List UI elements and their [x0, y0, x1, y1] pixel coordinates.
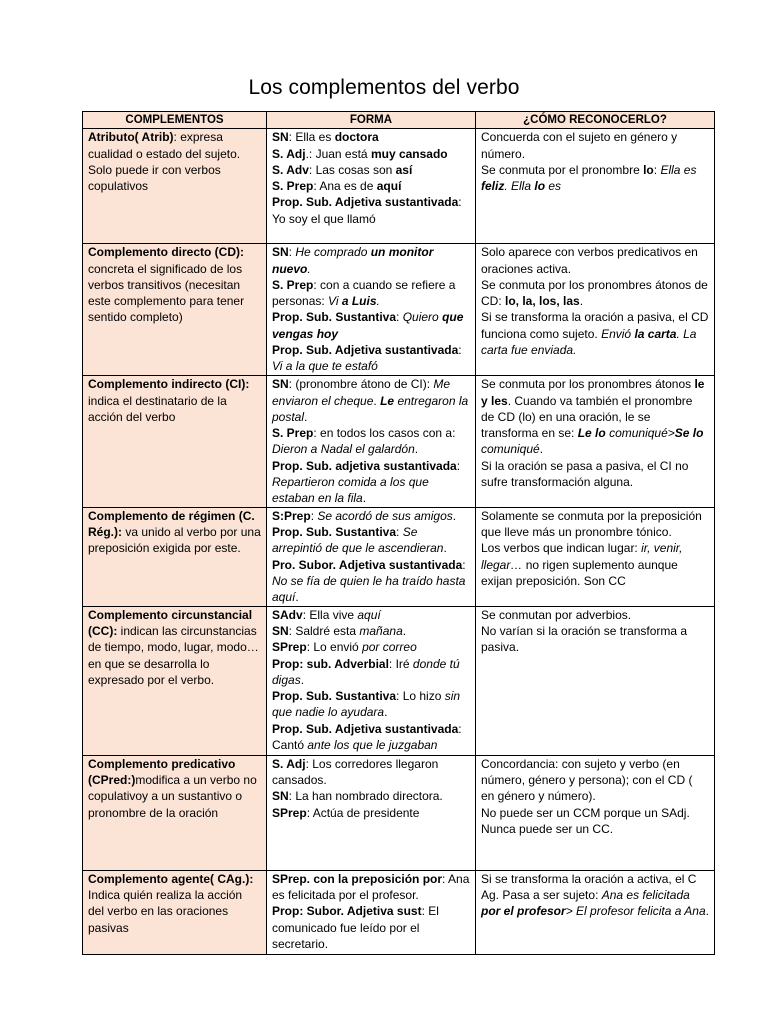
text-run: : Ana es felicitada por el profesor.	[272, 871, 470, 902]
text-run: No se fía de quien le ha traído hasta aquí	[272, 573, 466, 605]
cell-line	[272, 129, 470, 145]
text-run: : Yo soy el que llamó	[272, 195, 462, 226]
text-run: He comprado	[295, 245, 371, 260]
text-run: feliz	[481, 179, 505, 194]
cell-line	[272, 656, 470, 689]
table-row	[83, 507, 715, 606]
text-run: .	[384, 705, 388, 720]
cell-line	[272, 162, 470, 178]
header-como-reconocerlo: ¿CÓMO RECONOCERLO?	[476, 112, 715, 129]
text-run: .	[705, 904, 709, 919]
cell-line	[481, 540, 709, 589]
text-run: Dieron a Nadal el galardón	[272, 442, 415, 457]
text-run: SPrep. con la preposición por	[272, 871, 443, 886]
reconocerlo-cell	[476, 244, 715, 376]
text-run: entregaron la postal	[272, 393, 469, 424]
cell-line	[481, 458, 709, 491]
text-run: .	[295, 590, 299, 605]
text-run: :	[396, 310, 403, 325]
text-run: ir, venir, llegar…	[481, 541, 683, 572]
text-run: Prop: sub. Adverbial	[272, 656, 389, 671]
cell-line	[272, 277, 470, 310]
text-run: Vi	[328, 294, 342, 309]
forma-cell	[267, 870, 476, 954]
text-run: aquí	[357, 607, 381, 622]
text-run: S. Prep	[272, 179, 314, 194]
text-run: S. Adj	[272, 146, 306, 161]
text-run: : Lo hizo	[396, 689, 445, 704]
table-row	[83, 606, 715, 755]
text-run: Complemento de régimen (C. Rég.):	[88, 508, 255, 539]
text-run: .	[452, 508, 457, 523]
text-run: Le lo	[577, 426, 606, 441]
cell-line	[272, 458, 470, 507]
complement-cell	[83, 244, 267, 376]
text-run: : Saldré esta	[288, 623, 360, 638]
text-run: la carta	[634, 326, 677, 341]
text-run: así	[395, 162, 413, 177]
text-run: indica el destinatario de la acción del verbo	[88, 393, 227, 424]
text-run: No puede ser un CCM porque un SAdj. Nunca puede ser un CC.	[481, 805, 690, 836]
reconocerlo-cell	[476, 376, 715, 507]
text-run: .	[579, 294, 584, 309]
text-run: S:Prep	[272, 508, 311, 523]
text-run: aquí	[376, 179, 402, 194]
text-run: Prop. Sub. Sustantiva	[272, 310, 397, 325]
forma-cell	[267, 376, 476, 507]
text-run: SN	[272, 130, 289, 145]
text-run: Pro. Subor. Adjetiva sustantivada	[272, 557, 463, 572]
cell-line	[272, 607, 470, 623]
text-run: . Cuando va también el pronombre de CD (lo) en una oración, le se transforma en se:	[481, 393, 693, 441]
text-run: . La carta fue enviada.	[481, 326, 697, 358]
text-run: Concuerda con el sujeto en género y número.	[481, 130, 678, 161]
text-run: Le	[380, 393, 395, 408]
text-run: : (pronombre átono de CI):	[288, 377, 434, 392]
cell-line	[481, 376, 709, 457]
text-run: : Lo envió	[306, 640, 363, 655]
text-run: : El comunicado fue leído por el secretario.	[272, 904, 439, 951]
text-run: Indica quién realiza la acción del verbo en las oraciones pasivas	[88, 887, 243, 935]
text-run: . Ella	[504, 179, 535, 194]
text-run: .	[443, 541, 447, 556]
text-run: .	[373, 393, 381, 408]
text-run: Prop: Subor. Adjetiva sust	[272, 904, 422, 919]
text-run: lo	[534, 179, 546, 194]
text-run: le y les	[481, 377, 705, 408]
text-run: .	[300, 672, 305, 687]
text-run: Complemento directo (CD):	[88, 245, 244, 260]
text-run: Prop. Sub. Sustantiva	[272, 689, 397, 704]
text-run: comuniqué>	[605, 426, 675, 441]
complement-cell	[83, 376, 267, 507]
text-run: : Iré	[388, 656, 413, 671]
text-run: va unido al verbo por una preposición exigida por este.	[88, 524, 261, 556]
text-run: :	[456, 458, 461, 473]
cell-line	[272, 425, 470, 458]
text-run: ante los que le juzgaban	[307, 738, 438, 753]
text-run: > El profesor felicita a Ana	[565, 904, 706, 919]
text-run: Complemento predicativo (CPred:)	[88, 756, 236, 787]
text-run: SAdv	[272, 607, 303, 622]
forma-cell	[267, 507, 476, 606]
cell-line	[272, 623, 470, 639]
text-run: .	[307, 261, 311, 276]
text-run: :	[396, 524, 403, 539]
text-run: : La han nombrado directora.	[288, 789, 443, 804]
cell-line	[272, 788, 470, 804]
cell-line	[481, 244, 709, 277]
text-run: Prop. Sub. adjetiva sustantivada	[272, 458, 457, 473]
text-run: lo, la, los, las	[505, 294, 580, 309]
text-run: : Actúa de presidente	[306, 805, 420, 820]
reconocerlo-cell	[476, 755, 715, 870]
text-run: : Ella es	[288, 130, 335, 145]
cell-line	[272, 639, 470, 655]
cell-line	[272, 805, 470, 821]
text-run: Prop. Sub. Adjetiva sustantivada	[272, 721, 459, 736]
complements-table	[82, 111, 715, 955]
text-run: doctora	[334, 130, 379, 145]
forma-cell	[267, 244, 476, 376]
text-run: .	[402, 623, 407, 638]
cell-line	[481, 756, 709, 805]
text-run: Complemento agente( CAg.):	[88, 871, 254, 886]
complement-cell	[83, 606, 267, 755]
text-run: : Ella vive	[302, 607, 358, 622]
cell-line	[272, 524, 470, 557]
cell-line	[481, 162, 709, 195]
reconocerlo-cell	[476, 129, 715, 244]
cell-line	[272, 508, 470, 524]
text-run: comuniqué	[481, 442, 540, 457]
text-run: Se conmuta por los pronombres átonos de CD:	[481, 277, 708, 309]
text-run: Me enviaron el cheque	[272, 377, 451, 408]
cell-line	[272, 688, 470, 721]
text-run: .	[304, 409, 308, 424]
text-run: SN	[272, 789, 289, 804]
cell-line	[272, 903, 470, 952]
text-run: : Ana es de	[313, 179, 377, 194]
text-run: Prop. Sub. Adjetiva sustantivada	[272, 195, 459, 210]
text-run: sin que nadie lo ayudara	[272, 689, 461, 720]
text-run: Solo aparece con verbos predicativos en oraciones activa.	[481, 245, 698, 276]
forma-cell	[267, 755, 476, 870]
table-row	[83, 755, 715, 870]
text-run: no rigen suplemento aunque exijan preposición. Son CC	[481, 557, 678, 588]
cell-line	[272, 557, 470, 606]
text-run: : Los corredores llegaron cansados.	[272, 756, 439, 787]
text-run: :	[288, 245, 296, 260]
cell-line	[481, 309, 709, 358]
text-run: modifica a un verbo no copulativoy a un sustantivo o pronombre de la oración	[88, 772, 257, 820]
text-run: por el profesor	[481, 904, 566, 919]
text-run: donde tú digas	[272, 656, 460, 687]
forma-cell	[267, 606, 476, 755]
text-run: Complemento circunstancial (CC):	[88, 607, 253, 638]
text-run: :	[458, 343, 462, 358]
complement-cell	[83, 507, 267, 606]
cell-line	[481, 277, 709, 310]
cell-line	[272, 721, 470, 754]
cell-line	[272, 342, 470, 375]
text-run: : con a cuando se refiere a personas:	[272, 277, 456, 309]
text-run: SN	[272, 377, 289, 392]
text-run: :	[462, 557, 466, 572]
text-run: es	[545, 179, 562, 194]
table-row	[83, 244, 715, 376]
text-run: Si se transforma la oración a activa, el C Ag. Pasa a ser sujeto:	[481, 871, 697, 902]
cell-line	[272, 146, 470, 162]
cell-line	[481, 805, 709, 838]
cell-line	[272, 194, 470, 227]
text-run: Prop. Sub. Adjetiva sustantivada	[272, 343, 459, 358]
text-run: Atributo( Atrib)	[88, 130, 174, 145]
text-run: mañana	[359, 623, 403, 638]
text-run: un monitor nuevo	[272, 245, 434, 276]
text-run: a Luis	[341, 294, 377, 309]
text-run: Concordancia: con sujeto y verbo (en número, género y persona); con el CD ( en género y número).	[481, 756, 693, 804]
text-run: : Las cosas son	[308, 162, 396, 177]
text-run: SPrep	[272, 640, 307, 655]
text-run: :	[653, 162, 661, 177]
cell-line	[272, 871, 470, 904]
text-run: Se conmuta por los pronombres átonos	[481, 377, 695, 392]
text-run: S. Adv	[272, 162, 309, 177]
text-run: .	[539, 442, 544, 457]
text-run: Si se transforma la oración a pasiva, el CD funciona como sujeto.	[481, 310, 709, 341]
cell-line	[272, 178, 470, 194]
table-row	[83, 376, 715, 507]
text-run: SN	[272, 623, 289, 638]
table-row	[83, 870, 715, 954]
text-run: Se conmutan por adverbios.	[481, 607, 632, 622]
text-run: S. Prep	[272, 277, 314, 292]
text-run: Solamente se conmuta por la preposición que lleve más un pronombre tónico.	[481, 508, 702, 539]
text-run: concreta el significado de los verbos transitivos (necesitan este complemento para tener sentido completo)	[88, 261, 245, 325]
header-row	[83, 112, 715, 129]
text-run: : expresa cualidad o estado del sujeto. Solo puede ir con verbos copulativos	[88, 130, 241, 194]
forma-cell	[267, 129, 476, 244]
text-run: S. Prep	[272, 426, 314, 441]
text-run: Repartieron comida a los que estaban en la fila	[272, 475, 429, 506]
page-title: Los complementos del verbo	[248, 76, 520, 99]
table-row	[83, 129, 715, 244]
text-run: .: Juan está	[305, 146, 371, 161]
text-run: S. Adj	[272, 756, 306, 771]
text-run: : en todos los casos con a:	[313, 426, 456, 441]
complement-cell	[83, 870, 267, 954]
cell-line	[481, 508, 709, 541]
text-run: Ana es felicitada	[601, 887, 690, 902]
text-run: por correo	[362, 640, 417, 655]
cell-line	[481, 871, 709, 920]
text-run: .	[414, 442, 419, 457]
header-complementos: COMPLEMENTOS	[83, 112, 267, 129]
text-run: SPrep	[272, 805, 307, 820]
cell-line	[272, 309, 470, 342]
text-run: .	[376, 294, 380, 309]
text-run: .	[362, 491, 367, 506]
header-forma: FORMA	[267, 112, 476, 129]
cell-line	[272, 376, 470, 425]
text-run: SN	[272, 245, 289, 260]
cell-line	[481, 623, 709, 656]
text-run: Se conmuta por el pronombre	[481, 162, 644, 177]
text-run: Quiero	[402, 310, 443, 325]
text-run: Ella es	[660, 162, 697, 177]
text-run: Se acordó de sus amigos	[317, 508, 453, 523]
text-run: Los verbos que indican lugar:	[481, 541, 642, 556]
cell-line	[272, 756, 470, 789]
text-run: Envió	[601, 326, 635, 341]
text-run: Se arrepintió de que le ascendieran	[272, 524, 444, 556]
text-run: que vengas hoy	[272, 310, 464, 341]
cell-line	[481, 607, 709, 623]
complement-cell	[83, 129, 267, 244]
text-run: muy cansado	[370, 146, 448, 161]
text-run: lo	[643, 162, 654, 177]
reconocerlo-cell	[476, 870, 715, 954]
reconocerlo-cell	[476, 606, 715, 755]
text-run: Vi a la que te estafó	[272, 359, 378, 374]
text-run: No varían si la oración se transforma a pasiva.	[481, 623, 688, 655]
text-run: Si la oración se pasa a pasiva, el CI no sufre transformación alguna.	[481, 458, 689, 490]
text-run: Complemento indirecto (CI):	[88, 377, 250, 392]
text-run: :	[310, 508, 318, 523]
reconocerlo-cell	[476, 507, 715, 606]
text-run: Se lo	[674, 426, 704, 441]
text-run: : Cantó	[272, 721, 462, 753]
cell-line	[272, 244, 470, 277]
text-run: indican las circunstancias de tiempo, modo, lugar, modo… en que se desarrolla lo expresado por el verbo.	[88, 623, 259, 687]
text-run: Prop. Sub. Sustantiva	[272, 524, 397, 539]
cell-line	[481, 129, 709, 162]
complement-cell	[83, 755, 267, 870]
